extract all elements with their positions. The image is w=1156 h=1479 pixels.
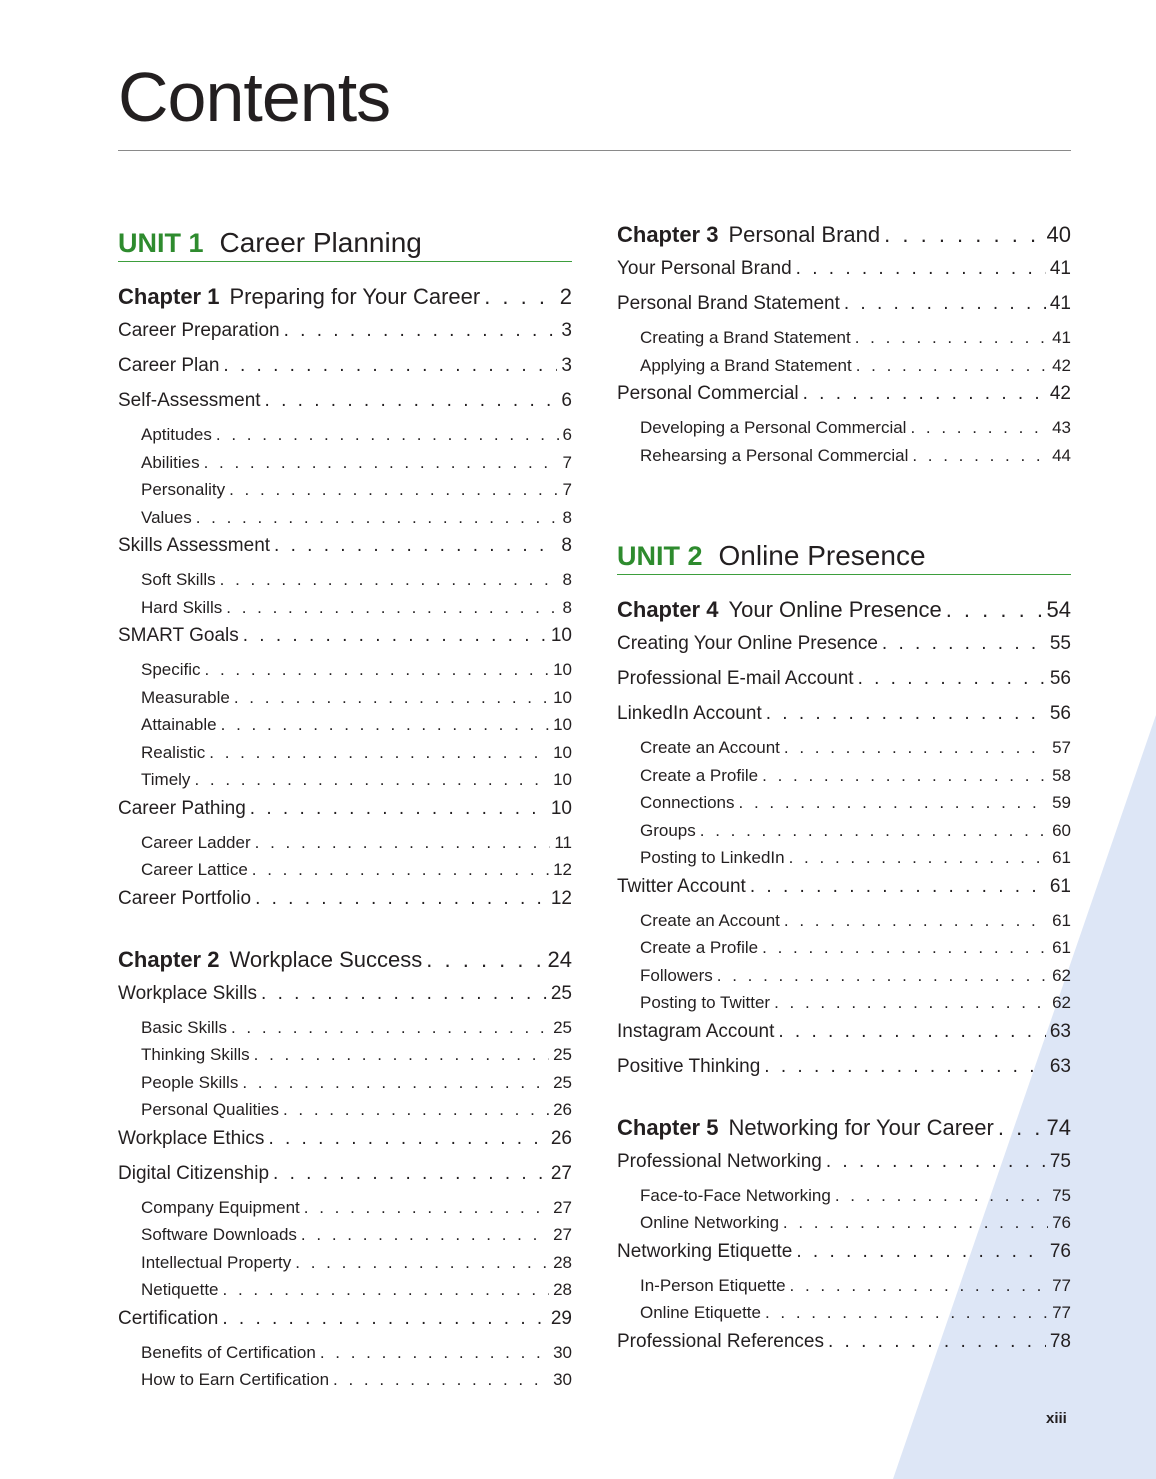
page-number: 56: [1049, 668, 1071, 689]
dot-leader: [261, 983, 547, 1005]
entry-title: Timely: [141, 770, 191, 789]
toc-subentry[interactable]: [118, 770, 572, 798]
page-number: 75: [1049, 1150, 1071, 1172]
entry-title: Personal Commercial: [617, 383, 799, 404]
toc-subentry[interactable]: [617, 793, 1071, 821]
page-number: 12: [553, 860, 572, 879]
dot-leader: [784, 738, 1048, 758]
dot-leader: [803, 383, 1046, 405]
entry-title: Career Portfolio: [118, 887, 252, 909]
page-number: 10: [553, 770, 572, 789]
chapter-title: Personal Brand: [728, 222, 881, 247]
toc-entry[interactable]: [118, 625, 572, 660]
entry-title: Instagram Account: [617, 1020, 775, 1042]
page-number: 2: [559, 284, 572, 309]
toc-subentry[interactable]: [118, 660, 572, 688]
entry-title: Networking Etiquette: [617, 1240, 793, 1262]
page-number: 77: [1052, 1275, 1071, 1295]
dot-leader: [790, 1276, 1049, 1296]
page-number: 62: [1052, 965, 1071, 985]
page-number: 26: [550, 1127, 572, 1149]
dot-leader: [783, 1213, 1048, 1233]
entry-title: Basic Skills: [141, 1017, 227, 1037]
page-number: 59: [1052, 793, 1071, 812]
toc-subentry[interactable]: [617, 446, 1071, 474]
entry-title: Values: [141, 507, 192, 527]
dot-leader: [204, 453, 559, 473]
entry-title: Twitter Account: [617, 875, 746, 897]
page-number: 74: [1046, 1114, 1071, 1140]
page-number: 7: [562, 452, 572, 472]
chapter-title: Your Online Presence: [728, 597, 942, 622]
chapter-label: Chapter 1: [118, 284, 220, 309]
toc-subentry[interactable]: [617, 766, 1071, 794]
page-number: 27: [550, 1162, 572, 1184]
toc-subentry[interactable]: [617, 821, 1071, 849]
dot-leader: [700, 821, 1048, 841]
entry-title: Company Equipment: [141, 1197, 300, 1217]
toc-subentry[interactable]: [118, 1225, 572, 1253]
dot-leader: [273, 1163, 547, 1185]
entry-title: Followers: [640, 965, 713, 985]
page-number: 11: [554, 832, 572, 852]
dot-leader: [765, 1303, 1048, 1323]
page-number: 43: [1052, 418, 1071, 437]
page-number: 27: [553, 1197, 572, 1217]
toc-subentry[interactable]: [617, 966, 1071, 994]
toc-subentry[interactable]: [118, 480, 572, 508]
page-number: 77: [1052, 1303, 1071, 1322]
entry-title: Rehearsing a Personal Commercial: [640, 445, 909, 465]
entry-title: Create an Account: [640, 738, 780, 757]
entry-title: SMART Goals: [118, 625, 239, 646]
toc-subentry[interactable]: [118, 833, 572, 861]
chapter-label: Chapter 4: [617, 597, 719, 622]
dot-leader: [221, 715, 549, 735]
dot-leader: [946, 597, 1043, 623]
toc-subentry[interactable]: [617, 1186, 1071, 1214]
toc-entry[interactable]: [617, 1151, 1071, 1186]
dot-leader: [739, 793, 1049, 813]
dot-leader: [764, 1056, 1046, 1078]
page-number: 25: [553, 1045, 572, 1064]
dot-leader: [283, 1100, 549, 1120]
dot-leader: [882, 633, 1046, 655]
dot-leader: [789, 848, 1048, 868]
toc-entry[interactable]: [617, 876, 1071, 911]
dot-leader: [910, 418, 1048, 438]
page-number: 41: [1049, 293, 1071, 314]
entry-title: Aptitudes: [141, 425, 212, 444]
toc-subentry[interactable]: [118, 1018, 572, 1046]
entry-title: Online Etiquette: [640, 1303, 761, 1322]
toc-subentry[interactable]: [118, 688, 572, 716]
dot-leader: [231, 1018, 549, 1038]
toc-subentry[interactable]: [118, 1045, 572, 1073]
entry-title: Workplace Ethics: [118, 1127, 265, 1149]
dot-leader: [255, 888, 547, 910]
unit-heading: [118, 222, 572, 262]
toc-subentry[interactable]: [118, 743, 572, 771]
page-number: 54: [1046, 597, 1071, 622]
entry-title: Create a Profile: [640, 765, 759, 785]
dot-leader: [912, 446, 1048, 466]
page-number: 28: [553, 1280, 572, 1299]
chapter-label: Chapter 3: [617, 222, 719, 247]
entry-title: Professional Networking: [617, 1150, 822, 1172]
toc-subentry[interactable]: [617, 1303, 1071, 1331]
toc-subentry[interactable]: [118, 715, 572, 743]
page-number: 41: [1052, 328, 1071, 347]
page-number: 8: [562, 570, 572, 589]
unit-heading: [617, 535, 1071, 575]
dot-leader: [254, 1045, 549, 1065]
entry-title: Intellectual Property: [141, 1252, 292, 1272]
dot-leader: [484, 284, 556, 310]
page-number: 30: [553, 1342, 572, 1362]
dot-leader: [426, 947, 543, 973]
page-number: 44: [1052, 445, 1071, 465]
page-title: Contents: [118, 58, 391, 136]
dot-leader: [858, 668, 1046, 690]
entry-title: Digital Citizenship: [118, 1162, 270, 1184]
toc-entry[interactable]: [617, 1056, 1071, 1091]
page-number: 58: [1052, 765, 1071, 785]
entry-title: Personal Qualities: [141, 1100, 279, 1119]
entry-title: Connections: [640, 793, 735, 812]
page-number: 8: [562, 597, 572, 617]
toc-subentry[interactable]: [617, 418, 1071, 446]
toc-subentry[interactable]: [118, 1253, 572, 1281]
toc-entry[interactable]: [118, 1163, 572, 1198]
dot-leader: [828, 1331, 1046, 1353]
toc-entry[interactable]: [617, 1331, 1071, 1366]
entry-title: Netiquette: [141, 1280, 219, 1299]
toc-subentry[interactable]: [617, 1213, 1071, 1241]
entry-title: Realistic: [141, 742, 206, 762]
page-number: 25: [550, 982, 572, 1004]
toc-subentry[interactable]: [617, 911, 1071, 939]
entry-title: Creating Your Online Presence: [617, 633, 878, 654]
page-number: 60: [1052, 820, 1071, 840]
page-number: 29: [550, 1307, 572, 1329]
page-number: 76: [1052, 1213, 1071, 1232]
entry-title: Developing a Personal Commercial: [640, 418, 907, 437]
entry-title: Hard Skills: [141, 597, 223, 617]
toc-subentry[interactable]: [617, 738, 1071, 766]
dot-leader: [255, 833, 551, 853]
dot-leader: [223, 355, 557, 377]
entry-title: Applying a Brand Statement: [640, 355, 852, 375]
toc-subentry[interactable]: [617, 328, 1071, 356]
unit-title: Online Presence: [718, 540, 926, 571]
toc-entry[interactable]: [118, 390, 572, 425]
dot-leader: [796, 1241, 1046, 1263]
page-number: 27: [553, 1225, 572, 1244]
entry-title: Posting to Twitter: [640, 993, 771, 1012]
dot-leader: [268, 1128, 546, 1150]
page-number: 3: [561, 355, 572, 376]
toc-entry[interactable]: [617, 293, 1071, 328]
entry-title: Attainable: [141, 715, 217, 734]
toc-subentry[interactable]: [118, 1370, 572, 1398]
toc-subentry[interactable]: [118, 1198, 572, 1226]
entry-title: Benefits of Certification: [141, 1342, 316, 1362]
entry-title: In-Person Etiquette: [640, 1275, 786, 1295]
page-number: 10: [550, 625, 572, 646]
entry-title: Your Personal Brand: [617, 258, 792, 279]
chapter-title: Preparing for Your Career: [229, 284, 481, 309]
entry-title: Career Ladder: [141, 832, 251, 852]
entry-title: Abilities: [141, 452, 200, 472]
toc-entry[interactable]: [118, 535, 572, 570]
chapter-heading[interactable]: [617, 597, 1071, 633]
page-number: 76: [1049, 1240, 1071, 1262]
unit-title: Career Planning: [219, 227, 422, 258]
dot-leader: [234, 688, 549, 708]
dot-leader: [717, 966, 1048, 986]
chapter-title: Networking for Your Career: [728, 1114, 994, 1140]
page-number: 42: [1052, 355, 1071, 375]
page-number: 63: [1049, 1055, 1071, 1077]
page-number: 42: [1049, 383, 1071, 404]
entry-title: Online Networking: [640, 1213, 779, 1232]
dot-leader: [762, 766, 1048, 786]
entry-title: Posting to LinkedIn: [640, 848, 785, 867]
toc-subentry[interactable]: [118, 453, 572, 481]
page-number: 10: [553, 687, 572, 707]
dot-leader: [766, 703, 1046, 725]
page-number: 61: [1052, 938, 1071, 957]
page-number: 25: [553, 1017, 572, 1037]
page-number: 6: [561, 390, 572, 411]
page-number: 3: [561, 320, 572, 341]
page-number: 75: [1052, 1185, 1071, 1205]
entry-title: Professional E-mail Account: [617, 668, 854, 689]
page-number: 40: [1046, 222, 1071, 247]
page-number: 41: [1049, 258, 1071, 279]
dot-leader: [209, 743, 549, 763]
entry-title: Soft Skills: [141, 570, 216, 589]
entry-title: Skills Assessment: [118, 535, 271, 556]
toc-subentry[interactable]: [118, 598, 572, 626]
entry-title: Career Pathing: [118, 797, 246, 819]
entry-title: People Skills: [141, 1072, 239, 1092]
toc-entry[interactable]: [617, 1021, 1071, 1056]
dot-leader: [750, 876, 1046, 898]
title-rule: [118, 150, 1071, 151]
entry-title: Face-to-Face Networking: [640, 1185, 831, 1205]
toc-entry[interactable]: [118, 798, 572, 833]
toc-subentry[interactable]: [617, 1276, 1071, 1304]
toc-entry[interactable]: [617, 703, 1071, 738]
page-number: 26: [553, 1100, 572, 1119]
page-number: 25: [553, 1072, 572, 1092]
dot-leader: [301, 1225, 549, 1245]
chapter-heading[interactable]: [617, 1115, 1071, 1151]
toc-entry[interactable]: [617, 1241, 1071, 1276]
toc-subentry[interactable]: [118, 1280, 572, 1308]
entry-title: How to Earn Certification: [141, 1370, 330, 1389]
dot-leader: [222, 1308, 547, 1330]
entry-title: LinkedIn Account: [617, 703, 762, 724]
chapter-label: Chapter 5: [617, 1114, 719, 1140]
page-number: 10: [550, 797, 572, 819]
toc-entry[interactable]: [118, 320, 572, 355]
dot-leader: [826, 1151, 1046, 1173]
page-number: 57: [1052, 738, 1071, 757]
dot-leader: [333, 1370, 549, 1390]
dot-leader: [205, 660, 550, 680]
dot-leader: [223, 1280, 550, 1300]
dot-leader: [796, 258, 1046, 280]
toc-subentry[interactable]: [118, 860, 572, 888]
page-number: 8: [561, 535, 572, 556]
page-number: 6: [562, 425, 572, 444]
dot-leader: [216, 425, 559, 445]
toc-entry[interactable]: [617, 633, 1071, 668]
page-number: 24: [547, 946, 572, 972]
toc-subentry[interactable]: [118, 508, 572, 536]
page-number: 61: [1052, 848, 1071, 867]
toc-right-column: [617, 222, 1071, 1366]
page-number: 61: [1052, 910, 1071, 930]
entry-title: Positive Thinking: [617, 1055, 761, 1077]
toc-entry[interactable]: [118, 355, 572, 390]
toc-subentry[interactable]: [617, 938, 1071, 966]
page-number: 8: [562, 507, 572, 527]
dot-leader: [226, 598, 558, 618]
dot-leader: [252, 860, 549, 880]
unit-number: UNIT 2: [617, 541, 703, 571]
toc-subentry[interactable]: [118, 1343, 572, 1371]
dot-leader: [295, 1253, 549, 1273]
page-folio: xiii: [1046, 1410, 1067, 1427]
page-number: 28: [553, 1252, 572, 1272]
entry-title: Personality: [141, 480, 226, 499]
toc-subentry[interactable]: [617, 848, 1071, 876]
page-number: 10: [553, 742, 572, 762]
toc-entry[interactable]: [118, 888, 572, 923]
toc-entry[interactable]: [617, 383, 1071, 418]
entry-title: Career Plan: [118, 355, 220, 376]
toc-subentry[interactable]: [118, 1073, 572, 1101]
chapter-heading[interactable]: [617, 222, 1071, 258]
dot-leader: [855, 328, 1048, 348]
page-number: 30: [553, 1370, 572, 1389]
dot-leader: [265, 390, 558, 412]
dot-leader: [250, 798, 547, 820]
page-number: 78: [1049, 1330, 1071, 1352]
toc-subentry[interactable]: [617, 993, 1071, 1021]
chapter-title: Workplace Success: [229, 946, 423, 972]
entry-title: Workplace Skills: [118, 982, 258, 1004]
dot-leader: [243, 625, 547, 647]
entry-title: Career Lattice: [141, 860, 248, 879]
entry-title: Specific: [141, 660, 201, 679]
page-number: 10: [553, 660, 572, 679]
toc-subentry[interactable]: [617, 356, 1071, 384]
entry-title: Certification: [118, 1307, 219, 1329]
toc-entry[interactable]: [617, 668, 1071, 703]
page-number: 12: [550, 887, 572, 909]
chapter-heading[interactable]: [118, 947, 572, 983]
page-number: 10: [553, 715, 572, 734]
dot-leader: [196, 508, 559, 528]
entry-title: Groups: [640, 820, 696, 840]
entry-title: Professional References: [617, 1330, 824, 1352]
page-number: 61: [1049, 875, 1071, 897]
dot-leader: [856, 356, 1048, 376]
page-number: 7: [562, 480, 572, 499]
toc-subentry[interactable]: [118, 1100, 572, 1128]
page-number: 62: [1052, 993, 1071, 1012]
entry-title: Self-Assessment: [118, 390, 261, 411]
dot-leader: [304, 1198, 549, 1218]
dot-leader: [194, 770, 549, 790]
toc-entry[interactable]: [118, 983, 572, 1018]
dot-leader: [229, 480, 558, 500]
dot-leader: [774, 993, 1048, 1013]
entry-title: Software Downloads: [141, 1225, 297, 1244]
dot-leader: [242, 1073, 549, 1093]
chapter-heading[interactable]: [118, 284, 572, 320]
dot-leader: [274, 535, 557, 557]
dot-leader: [884, 222, 1042, 248]
chapter-label: Chapter 2: [118, 946, 220, 972]
entry-title: Creating a Brand Statement: [640, 328, 851, 347]
entry-title: Measurable: [141, 687, 230, 707]
toc-entry[interactable]: [617, 258, 1071, 293]
unit-number: UNIT 1: [118, 228, 204, 258]
dot-leader: [784, 911, 1048, 931]
page-number: 55: [1049, 633, 1071, 654]
dot-leader: [835, 1186, 1048, 1206]
toc-subentry[interactable]: [118, 570, 572, 598]
toc-entry[interactable]: [118, 1128, 572, 1163]
entry-title: Personal Brand Statement: [617, 293, 840, 314]
dot-leader: [998, 1115, 1043, 1141]
dot-leader: [762, 938, 1048, 958]
entry-title: Thinking Skills: [141, 1045, 250, 1064]
entry-title: Career Preparation: [118, 320, 280, 341]
page-number: 63: [1049, 1020, 1071, 1042]
toc-subentry[interactable]: [118, 425, 572, 453]
dot-leader: [844, 293, 1046, 315]
toc-entry[interactable]: [118, 1308, 572, 1343]
page-number: 56: [1049, 703, 1071, 724]
entry-title: Create an Account: [640, 910, 780, 930]
dot-leader: [220, 570, 559, 590]
toc-left-column: [118, 222, 572, 1398]
dot-leader: [284, 320, 558, 342]
dot-leader: [778, 1021, 1045, 1043]
entry-title: Create a Profile: [640, 938, 759, 957]
dot-leader: [320, 1343, 549, 1363]
